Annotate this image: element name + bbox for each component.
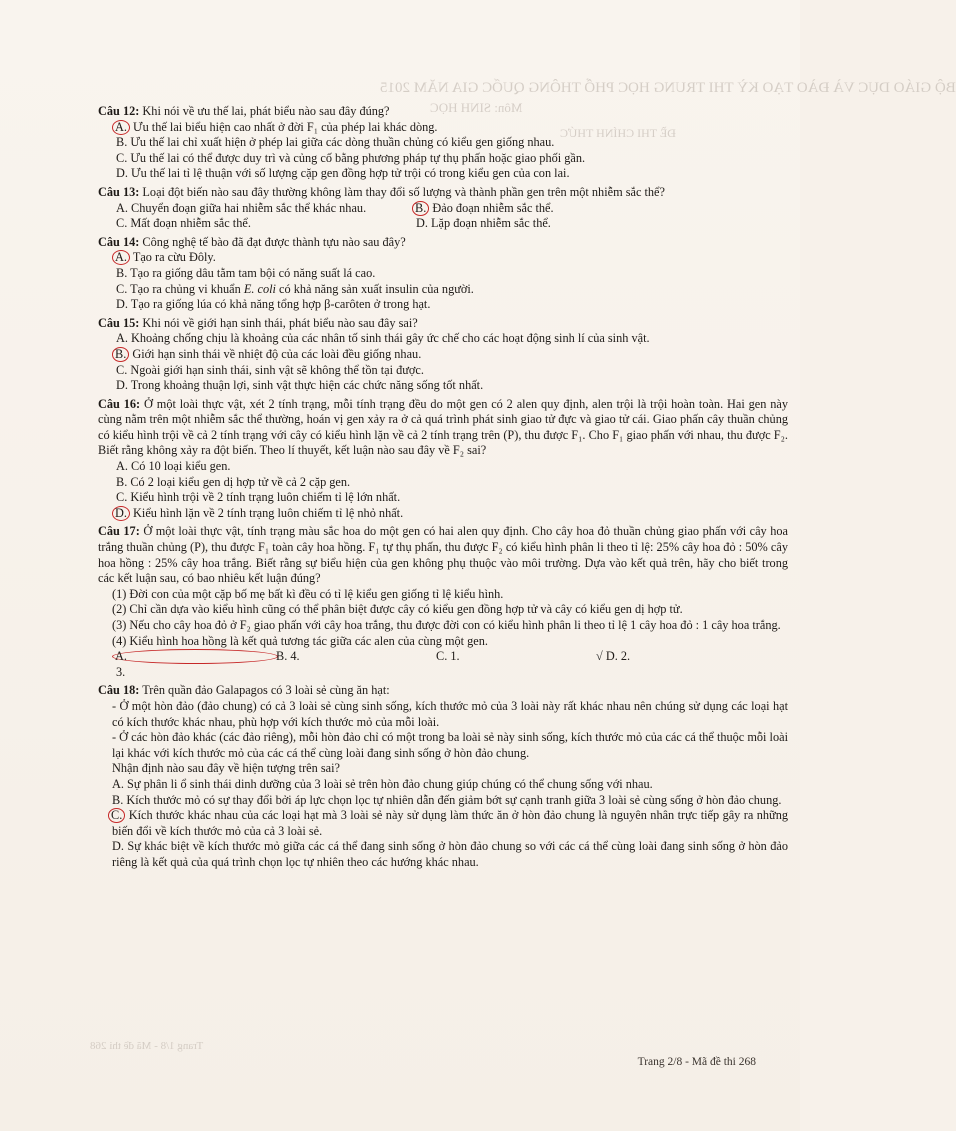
- scenario-2: - Ở các hòn đảo khác (các đảo riêng), mỗi hòn đảo chỉ có một trong ba loài sẻ này sinh sống, kích thước mỏ của các cá thể thuộc mỗi loài lại khác với kích thước mỏ của các cá thể cùng loài đang sinh sống ở hòn đảo chung.: [112, 730, 788, 760]
- option-c: Kích thước khác nhau của các loại hạt mà 3 loài sẻ này sử dụng làm thức ăn ở hòn đảo chung là nguyên nhân trực tiếp gây ra những biến đổi về kích thước mỏ của cả 3 loài sẻ.: [112, 808, 788, 838]
- option-b: Giới hạn sinh thái về nhiệt độ của các loài đều giống nhau.: [129, 346, 422, 361]
- option-a: A. Chuyển đoạn giữa hai nhiễm sắc thể khác nhau.: [116, 200, 367, 215]
- selected-answer-circle: C.: [108, 808, 125, 823]
- selected-answer-circle: A.: [112, 120, 130, 135]
- question-12: [98, 104, 788, 182]
- statement-1: (1) Đời con của một cặp bố mẹ bất kì đều có tỉ lệ kiểu gen giống tỉ lệ kiểu hình.: [112, 586, 504, 601]
- selected-answer-circle: B.: [412, 201, 429, 216]
- question-text: Khi nói về giới hạn sinh thái, phát biểu nào sau đây sai?: [142, 315, 418, 330]
- statement-2: (2) Chỉ cần dựa vào kiểu hình cũng có thể phân biệt được cây có kiểu gen đồng hợp tử và cây có kiểu gen dị hợp tử.: [112, 602, 683, 617]
- option-d: D. Tạo ra giống lúa có khả năng tổng hợp β-carôten ở trong hạt.: [116, 297, 431, 312]
- option-c: C. Tạo ra chủng vi khuẩn E. coli có khả năng sản xuất insulin của người.: [116, 281, 474, 296]
- selected-answer-circle: B.: [112, 347, 129, 362]
- option-d: D. 2.: [605, 649, 631, 664]
- option-d: D. Lặp đoạn nhiễm sắc thể.: [416, 216, 551, 231]
- option-d: Kiểu hình lặn về 2 tính trạng luôn chiếm tỉ lệ nhỏ nhất.: [129, 505, 404, 520]
- option-a: A. Sự phân li ổ sinh thái dinh dưỡng của 3 loài sẻ trên hòn đảo chung giúp chúng có thể chung sống với nhau.: [112, 776, 653, 791]
- question-number: Câu 13:: [98, 184, 140, 199]
- question-number: Câu 14:: [98, 234, 140, 249]
- option-a: A. Có 10 loại kiểu gen.: [116, 459, 231, 474]
- question-text: Ở một loài thực vật, xét 2 tính trạng, mỗi tính trạng đều do một gen có 2 alen quy định, alen trội là trội hoàn toàn. Hai gen này cùng nằm trên một nhiễm sắc thể thường, hoán vị gen xảy ra ở cả quá trình phát sinh giao tử đực và giao tử cái. Giao phấn cây thuần chủng có kiểu hình trội về cả 2 tính trạng với cây có kiểu hình lặn về cả 2 tính trạng trên (P), thu được F₁. Cho F₁ giao phấn với nhau, thu được F₂. Biết rằng không xảy ra đột biến. Theo lí thuyết, kết luận nào sau đây về F₂ sai?: [98, 396, 789, 458]
- selected-answer-circle: A.: [112, 649, 278, 664]
- check-mark-icon: √: [596, 649, 603, 664]
- question-number: Câu 16:: [98, 396, 141, 411]
- bleed-through-header: BỘ GIÁO DỤC VÀ ĐÀO TẠO KỲ THI TRUNG HỌC PHỔ THÔNG QUỐC GIA NĂM 2015: [380, 80, 956, 96]
- question-number: Câu 15:: [98, 315, 140, 330]
- question-16: [98, 397, 788, 522]
- option-d: D. Sự khác biệt về kích thước mỏ giữa các cá thể đang sinh sống ở hòn đảo chung so với các cá thể cùng loài đang sinh sống ở hòn đảo riêng là kết quả của quá trình chọn lọc tự nhiên theo các hướng khác nhau.: [112, 839, 788, 869]
- question-text: Công nghệ tế bào đã đạt được thành tựu nào sau đây?: [142, 234, 406, 249]
- option-a: A. Khoảng chống chịu là khoảng của các nhân tố sinh thái gây ức chế cho các hoạt động sinh lí của sinh vật.: [116, 331, 650, 346]
- bleed-through-official: ĐỀ THI CHÍNH THỨC: [560, 126, 676, 140]
- statement-3: (3) Nếu cho cây hoa đỏ ở F₂ giao phấn với cây hoa trắng, thu được đời con có kiểu hình phân li theo tỉ lệ 1 cây hoa đỏ : 1 cây hoa trắng.: [112, 618, 781, 632]
- option-a: Tạo ra cừu Đôly.: [129, 250, 216, 265]
- option-a: Ưu thế lai biểu hiện cao nhất ở đời F₁ của phép lai khác dòng.: [129, 119, 438, 134]
- question-13: [98, 185, 788, 232]
- question-number: Câu 18:: [98, 683, 140, 698]
- question-text: Loại đột biến nào sau đây thường không làm thay đổi số lượng và thành phần gen trên một nhiễm sắc thể?: [142, 184, 665, 199]
- option-c: C. 1.: [436, 649, 460, 664]
- option-b: B. Có 2 loại kiểu gen dị hợp tử về cả 2 cặp gen.: [116, 474, 351, 489]
- option-b: B. Kích thước mỏ có sự thay đổi bởi áp lực chọn lọc tự nhiên dẫn đến giảm bớt sự cạnh tranh giữa 3 loài sẻ cùng sống ở hòn đảo chung.: [112, 792, 782, 807]
- option-b: Đảo đoạn nhiễm sắc thể.: [429, 200, 554, 215]
- question-number: Câu 17:: [98, 524, 140, 539]
- option-a: 3.: [116, 664, 126, 679]
- option-c: C. Kiểu hình trội về 2 tính trạng luôn chiếm tỉ lệ lớn nhất.: [116, 490, 401, 505]
- option-b: B. Tạo ra giống dâu tằm tam bội có năng suất lá cao.: [116, 265, 376, 280]
- selected-answer-circle: A.: [112, 250, 130, 265]
- question-17: [98, 524, 788, 680]
- exam-content: [98, 104, 788, 874]
- question-text: Ở một loài thực vật, tính trạng màu sắc hoa do một gen có hai alen quy định. Cho cây hoa đỏ thuần chủng giao phấn với cây hoa trắng thuần chủng (P), thu được F₁ toàn cây hoa hồng. F₁ tự thụ phấn, thu được F₂ có kiểu hình phân li theo tỉ lệ: 25% cây hoa đỏ : 50% cây hoa hồng : 25% cây hoa trắng. Biết rằng sự biểu hiện của gen không phụ thuộc vào môi trường. Dựa vào kết quả trên, hãy cho biết trong các kết luận sau, có bao nhiêu kết luận đúng?: [98, 524, 788, 586]
- question-15: [98, 316, 788, 394]
- option-d: D. Trong khoảng thuận lợi, sinh vật thực hiện các chức năng sống tốt nhất.: [116, 378, 484, 393]
- option-b: B. Ưu thế lai chỉ xuất hiện ở phép lai giữa các dòng thuần chủng có kiểu gen giống nhau.: [116, 135, 555, 150]
- option-c: C. Ngoài giới hạn sinh thái, sinh vật sẽ không thể tồn tại được.: [116, 362, 424, 377]
- option-c: C. Ưu thế lai có thể được duy trì và củng cố bằng phương pháp tự thụ phấn hoặc giao phối gần.: [116, 150, 586, 165]
- question-14: [98, 235, 788, 313]
- question-18: [98, 683, 788, 870]
- question-text: Khi nói về ưu thế lai, phát biểu nào sau đây đúng?: [142, 104, 390, 118]
- option-b: B. 4.: [276, 649, 300, 664]
- scenario-1: - Ở một hòn đảo (đảo chung) có cả 3 loài sẻ cùng sinh sống, kích thước mỏ của 3 loài này rất khác nhau nên chúng sử dụng các loại hạt có kích thước khác nhau, phù hợp với kích thước mỏ của mỗi loài.: [112, 698, 788, 729]
- question-text: Trên quần đảo Galapagos có 3 loài sẻ cùng ăn hạt:: [142, 683, 390, 698]
- bleed-through-footer: Trang 1/8 - Mã đề thi 268: [90, 1040, 204, 1052]
- option-d: D. Ưu thế lai tỉ lệ thuận với số lượng cặp gen đồng hợp tử trội có trong kiểu gen của con lai.: [116, 166, 570, 181]
- question-number: Câu 12:: [98, 104, 140, 118]
- answer-options: [98, 649, 788, 680]
- selected-answer-circle: D.: [112, 506, 130, 521]
- page-footer: Trang 2/8 - Mã đề thi 268: [637, 1056, 756, 1068]
- statement-4: (4) Kiểu hình hoa hồng là kết quả tương tác giữa các alen của cùng một gen.: [112, 633, 488, 648]
- bleed-through-subject: Môn: SINH HỌC: [430, 100, 523, 115]
- question-prompt: Nhận định nào sau đây về hiện tượng trên sai?: [112, 761, 340, 776]
- option-c: C. Mất đoạn nhiễm sắc thể.: [116, 216, 251, 231]
